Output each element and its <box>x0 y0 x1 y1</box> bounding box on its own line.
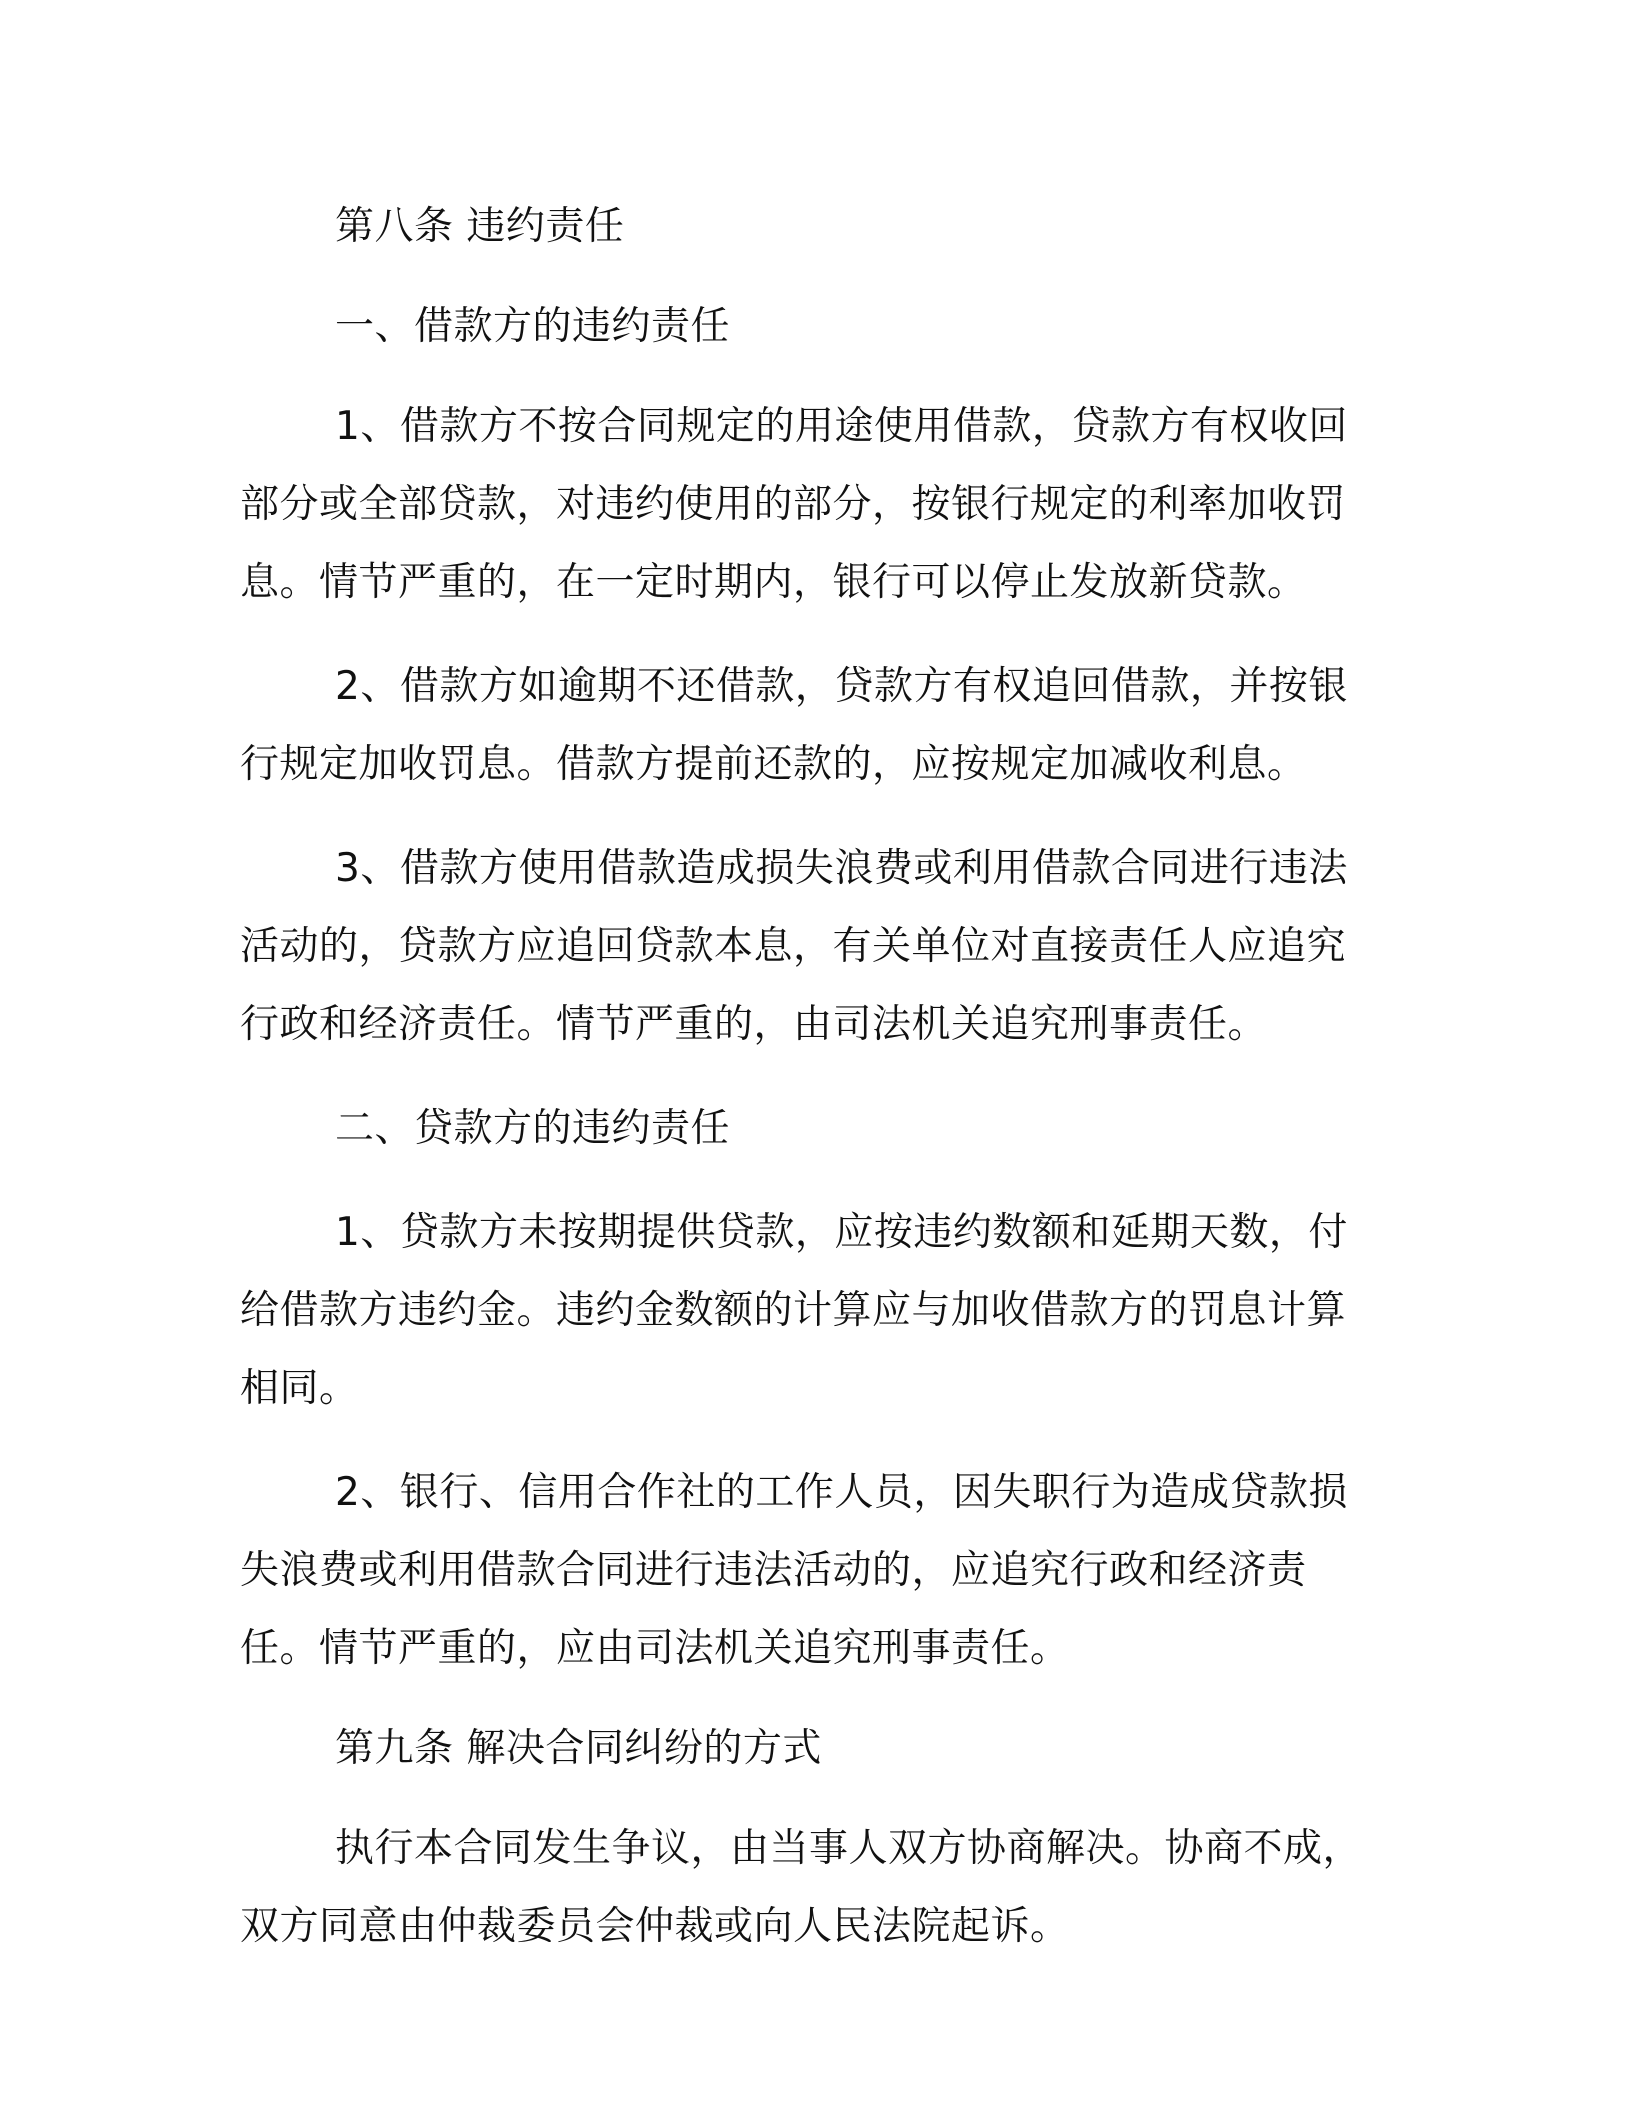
section-2-item-2: 2、银行、信用合作社的工作人员，因失职行为造成贷款损失浪费或利用借款合同进行违法活动的，应追究行政和经济责任。情节严重的，应由司法机关追究刑事责任。 <box>240 1470 1348 1671</box>
section-1-heading: 一、借款方的违约责任 <box>335 304 731 349</box>
article-9-body: 执行本合同发生争议，由当事人双方协商解决。协商不成，双方同意由仲裁委员会仲裁或向人民法院起诉。 <box>240 1826 1363 1949</box>
section-2-heading: 二、贷款方的违约责任 <box>335 1106 731 1151</box>
article-8-heading: 第八条 违约责任 <box>335 204 625 249</box>
section-2-item-1: 1、贷款方未按期提供贷款，应按违约数额和延期天数，付给借款方违约金。违约金数额的计算应与加收借款方的罚息计算相同。 <box>240 1210 1348 1411</box>
section-1-item-3: 3、借款方使用借款造成损失浪费或利用借款合同进行违法活动的，贷款方应追回贷款本息，有关单位对直接责任人应追究行政和经济责任。情节严重的，由司法机关追究刑事责任。 <box>240 846 1348 1047</box>
document-body <box>240 188 1365 1966</box>
article-9-heading: 第九条 解决合同纠纷的方式 <box>335 1726 822 1771</box>
section-1-item-1: 1、借款方不按合同规定的用途使用借款，贷款方有权收回部分或全部贷款，对违约使用的部分，按银行规定的利率加收罚息。情节严重的，在一定时期内，银行可以停止发放新贷款。 <box>240 404 1348 605</box>
section-1-item-2: 2、借款方如逾期不还借款，贷款方有权追回借款，并按银行规定加收罚息。借款方提前还款的，应按规定加减收利息。 <box>240 664 1348 787</box>
